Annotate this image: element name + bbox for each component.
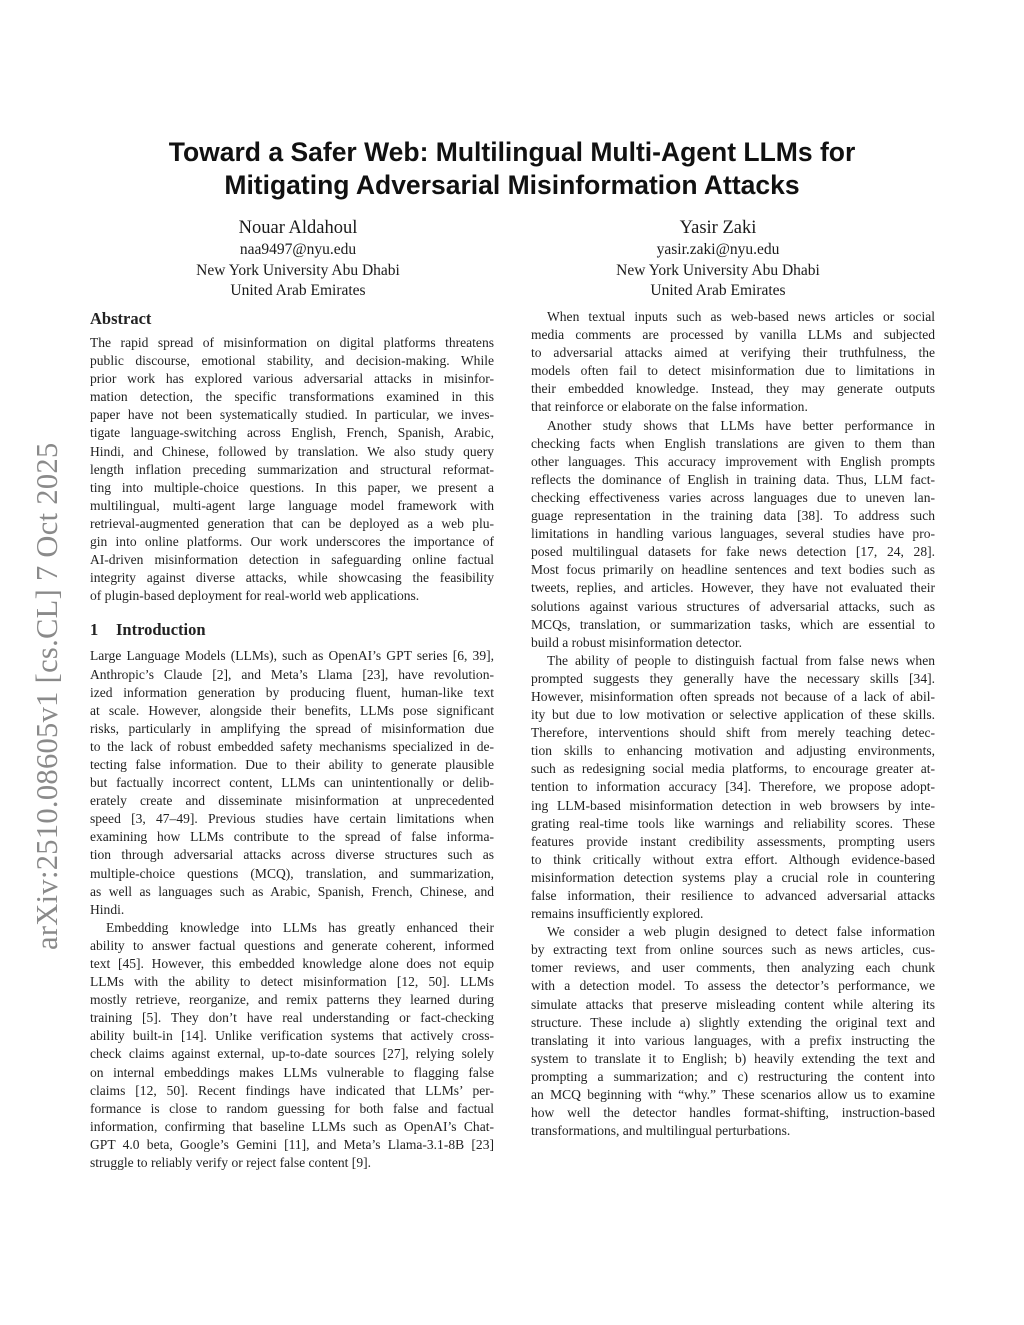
text-line: claims [12, 50]. Recent findings have indicated that LLMs’ per- bbox=[90, 1082, 494, 1098]
text-line: tion through adversarial attacks across diverse structures such as bbox=[90, 847, 494, 863]
text-line: tion skills to enhancing motivation and adjusting environments, bbox=[531, 743, 935, 759]
text-line: how well the detector handles format-shifting, instruction-based bbox=[531, 1105, 935, 1121]
text-line: tomer reviews, and user comments, then analyzing each chunk bbox=[531, 960, 935, 976]
intro-paragraph-2 bbox=[90, 919, 494, 1172]
text-line: at scale. However, alongside their benefits, LLMs pose significant bbox=[90, 702, 494, 718]
text-line: Another study shows that LLMs have better performance in bbox=[547, 417, 935, 433]
text-line: build a robust misinformation detector. bbox=[531, 634, 743, 650]
text-line: remains insufficiently explored. bbox=[531, 906, 704, 922]
text-line: prompting a summarization; and c) restructuring the content into bbox=[531, 1068, 935, 1084]
text-line: with a detection model. To assess the detector’s performance, we bbox=[531, 978, 935, 994]
text-line: structure. These include a) slightly extending the original text and bbox=[531, 1014, 935, 1030]
right-paragraph-2 bbox=[531, 417, 935, 652]
text-line: information, confirming that baseline LLMs such as OpenAI’s Chat- bbox=[90, 1118, 494, 1134]
abstract-heading: Abstract bbox=[90, 309, 152, 328]
text-line: checking facts when English translations are given to them than bbox=[531, 435, 935, 451]
text-line: length inflation preceding summarization and structural reformat- bbox=[90, 461, 494, 477]
text-line: but factually incorrect content, LLMs can unintentionally or delib- bbox=[90, 775, 494, 791]
introduction-heading bbox=[90, 619, 494, 641]
text-line: Hindi. bbox=[90, 901, 125, 917]
text-line: on internal embeddings makes LLMs vulnerable to flagging false bbox=[90, 1064, 494, 1080]
text-line: their embedded knowledge. Instead, they may generate outputs bbox=[531, 381, 935, 397]
text-line: tweets, replies, and articles. However, they have not evaluated their bbox=[531, 580, 935, 596]
text-line: Anthropic’s Claude [2], and Meta’s Llama [23], have revolution- bbox=[90, 666, 494, 682]
text-line: an MCQ beginning with “why.” These scenarios allow us to examine bbox=[531, 1087, 935, 1103]
text-line: Embedding knowledge into LLMs has greatly enhanced their bbox=[106, 919, 494, 935]
text-line: ized information generation by producing fluent, human-like text bbox=[90, 684, 494, 700]
right-paragraph-4 bbox=[531, 923, 935, 1140]
text-line: to the lack of robust embedded safety mechanisms specialized in de- bbox=[90, 738, 494, 754]
text-line: checking effectiveness varies across languages due to uneven lan- bbox=[531, 489, 935, 505]
text-line: grating real-time tools like warnings and reliability scores. These bbox=[531, 815, 935, 831]
text-line: mostly retrieve, reorganize, and remix patterns they learned during bbox=[90, 992, 494, 1008]
title-line-1: Toward a Safer Web: Multilingual Multi-Agent LLMs for bbox=[168, 137, 856, 167]
text-line: struggle to reliably verify or reject false content [9]. bbox=[90, 1155, 371, 1171]
text-line: mation detection, the specific transformations examined in this bbox=[90, 389, 494, 405]
text-line: training [5]. They don’t have real understanding or fact-checking bbox=[90, 1010, 494, 1026]
author-country: United Arab Emirates bbox=[650, 282, 786, 299]
abstract-body bbox=[90, 334, 494, 605]
text-line: LLMs with the ability to detect misinformation [12, 50]. LLMs bbox=[90, 974, 494, 990]
text-line: paper have not been systematically studied. In particular, we inves- bbox=[90, 407, 494, 423]
text-line: Most focus primarily on headline sentences and text bodies such as bbox=[531, 562, 935, 578]
right-column bbox=[531, 308, 935, 1140]
text-line: Hindi, and Chinese, followed by translation. We also study query bbox=[90, 443, 494, 459]
text-line: tecting false information. Due to their ability to generate plausible bbox=[90, 756, 494, 772]
text-line: speed [3, 47–49]. Previous studies have certain limitations when bbox=[90, 811, 494, 827]
text-line: gin into online platforms. Our work underscores the importance of bbox=[90, 534, 494, 550]
text-line: We consider a web plugin designed to detect false information bbox=[547, 924, 935, 940]
author-country: United Arab Emirates bbox=[230, 282, 366, 299]
author-affiliation: New York University Abu Dhabi bbox=[616, 261, 820, 279]
text-line: prompted suggests they generally have the necessary skills [34]. bbox=[531, 670, 935, 686]
text-line: such as redesigning social media platforms, to encourage greater at- bbox=[531, 761, 935, 777]
text-line: AI-driven misinformation detection in safeguarding online factual bbox=[90, 552, 494, 568]
text-line: translating it into various languages, with a prefix instructing the bbox=[531, 1032, 935, 1048]
author-name: Nouar Aldahoul bbox=[238, 218, 358, 238]
text-line: system to translate it to English; b) heavily extending the text and bbox=[531, 1050, 935, 1066]
text-line: to adversarial attacks aimed at verifying their truthfulness, the bbox=[531, 345, 935, 361]
section-title: Introduction bbox=[116, 620, 206, 640]
text-line: When textual inputs such as web-based news articles or social bbox=[547, 309, 935, 324]
text-line: false information, their resilience to advanced adversarial attacks bbox=[531, 888, 935, 903]
text-line: erately create and disseminate misinformation at unprecedented bbox=[90, 793, 494, 809]
author-block-2 bbox=[548, 216, 888, 302]
text-line: to think critically without extra effort. Although evidence-based bbox=[531, 851, 935, 867]
intro-paragraph-1 bbox=[90, 647, 494, 918]
text-line: transformations, and multilingual perturbations. bbox=[531, 1123, 791, 1139]
arxiv-side-stamp: arXiv:2510.08605v1 [cs.CL] 7 Oct 2025 bbox=[30, 442, 64, 950]
text-line: other languages. This accuracy improvement with English prompts bbox=[531, 453, 935, 469]
text-line: formance is close to random guessing for both false and factual bbox=[90, 1100, 494, 1116]
title-line-2: Mitigating Adversarial Misinformation Attacks bbox=[224, 170, 800, 200]
text-line: features provide instant credibility assessments, prompting users bbox=[531, 833, 935, 849]
text-line: The ability of people to distinguish factual from false news when bbox=[547, 652, 935, 668]
left-column bbox=[90, 308, 494, 1172]
text-line: tigate language-switching across English, French, Spanish, Arabic, bbox=[90, 425, 494, 441]
text-line: ting into multiple-choice questions. In this paper, we present a bbox=[90, 479, 494, 495]
text-line: multiple-choice questions (MCQ), translation, and summarization, bbox=[90, 865, 494, 881]
text-line: Large Language Models (LLMs), such as OpenAI’s GPT series [6, 39], bbox=[90, 648, 494, 664]
author-affiliation: New York University Abu Dhabi bbox=[196, 261, 400, 279]
text-line: tention to information accuracy [34]. Therefore, we propose adopt- bbox=[531, 779, 935, 795]
text-line: multilingual, multi-agent large language model framework with bbox=[90, 497, 494, 513]
text-line: ity but due to low motivation or selective application of these skills. bbox=[531, 707, 935, 723]
text-line: misinformation detection systems play a crucial role in countering bbox=[531, 869, 935, 885]
text-line: reflects the dominance of English in training data. Thus, LLM fact- bbox=[531, 471, 935, 487]
text-line: GPT 4.0 beta, Google’s Gemini [11], and Meta’s Llama-3.1-8B [23] bbox=[90, 1136, 494, 1152]
text-line: examining how LLMs contribute to the spread of false informa- bbox=[90, 829, 494, 845]
author-email: naa9497@nyu.edu bbox=[239, 241, 357, 258]
text-line: risks, particularly in amplifying the spread of misinformation due bbox=[90, 720, 494, 736]
text-line: text [45]. However, this embedded knowledge alone does not equip bbox=[90, 956, 494, 971]
text-line: retrieval-augmented generation that can be deployed as a web plu- bbox=[90, 515, 494, 531]
text-line: check claims against external, up-to-date sources [27], relying solely bbox=[90, 1046, 494, 1062]
text-line: prior work has explored various adversarial attacks in misinfor- bbox=[90, 371, 494, 387]
paper-title bbox=[100, 136, 924, 202]
text-line: solutions against various structures of adversarial attacks, such as bbox=[531, 598, 935, 614]
section-number: 1 bbox=[90, 620, 99, 640]
text-line: limitations in handling various languages, several studies have pro- bbox=[531, 526, 935, 542]
text-line: ability to answer factual questions and generate coherent, informed bbox=[90, 937, 494, 953]
author-name: Yasir Zaki bbox=[679, 218, 757, 238]
text-line: However, misinformation often spreads not because of a lack of abil- bbox=[531, 688, 935, 704]
text-line: integrity against diverse attacks, while showcasing the feasibility bbox=[90, 570, 494, 586]
text-line: MCQs, translation, or summarization tasks, which are essential to bbox=[531, 616, 935, 632]
text-line: public discourse, emotional stability, and decision-making. While bbox=[90, 353, 494, 369]
text-line: The rapid spread of misinformation on digital platforms threatens bbox=[90, 335, 494, 350]
right-paragraph-3 bbox=[531, 652, 935, 923]
text-line: Therefore, interventions should shift from merely teaching detec- bbox=[531, 725, 935, 741]
text-line: that reinforce or elaborate on the false information. bbox=[531, 399, 808, 415]
author-email: yasir.zaki@nyu.edu bbox=[656, 241, 780, 258]
text-line: ability built-in [14]. Unlike verification systems that actively cross- bbox=[90, 1028, 494, 1044]
text-line: by extracting text from online sources such as news articles, cus- bbox=[531, 942, 935, 958]
text-line: simulate attacks that preserve misleading content while altering its bbox=[531, 996, 935, 1012]
text-line: media comments are processed by vanilla LLMs and subjected bbox=[531, 327, 935, 343]
text-line: of plugin-based deployment for real-world web applications. bbox=[90, 588, 420, 604]
text-line: models often fail to detect misinformation due to limitations in bbox=[531, 363, 935, 379]
author-block-1 bbox=[128, 216, 468, 302]
text-line: posed multilingual datasets for fake news detection [17, 24, 28]. bbox=[531, 544, 935, 560]
text-line: guage representation in the training data [38]. To address such bbox=[531, 508, 935, 524]
text-line: ing LLM-based misinformation detection in web browsers by inte- bbox=[531, 797, 935, 813]
right-paragraph-1 bbox=[531, 308, 935, 417]
text-line: as well as languages such as Arabic, Spanish, French, Chinese, and bbox=[90, 883, 494, 899]
